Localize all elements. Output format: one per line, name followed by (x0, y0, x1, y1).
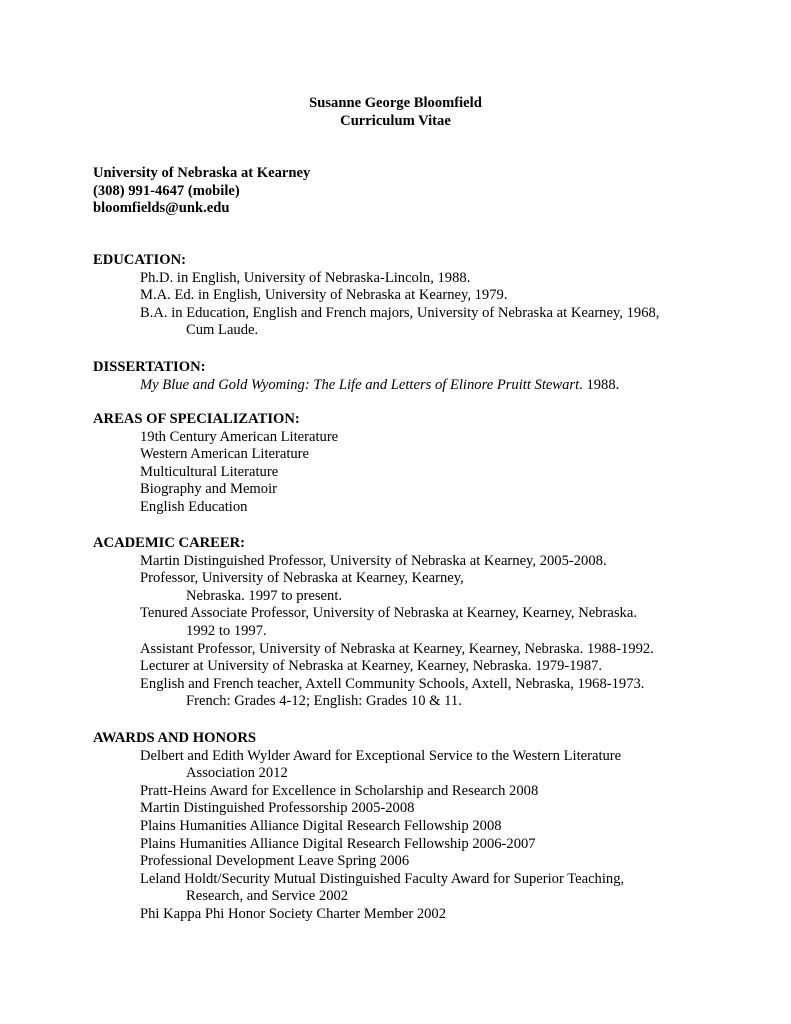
awards-section (93, 730, 703, 924)
document-title: Curriculum Vitae (340, 112, 451, 129)
career-section (93, 535, 703, 711)
award-item: Plains Humanities Alliance Digital Research Fellowship 2008 (140, 817, 502, 834)
specialization-heading: AREAS OF SPECIALIZATION: (93, 411, 300, 427)
specialization-item: 19th Century American Literature (140, 428, 339, 445)
education-heading: EDUCATION: (93, 252, 186, 268)
dissertation-entry (93, 377, 703, 395)
career-item: English and French teacher, Axtell Community Schools, Axtell, Nebraska, 1968-1973. (140, 675, 645, 692)
institution: University of Nebraska at Kearney (93, 165, 311, 181)
awards-heading: AWARDS AND HONORS (93, 730, 256, 746)
award-item: Leland Holdt/Security Mutual Distinguished Faculty Award for Superior Teaching, (140, 870, 625, 887)
specialization-item: Multicultural Literature (140, 463, 279, 480)
education-item: B.A. in Education, English and French majors, University of Nebraska at Kearney, 1968, (140, 304, 660, 321)
award-item: Phi Kappa Phi Honor Society Charter Member 2002 (140, 905, 447, 922)
award-item: Professional Development Leave Spring 2006 (140, 853, 410, 870)
education-item-continuation: Cum Laude. (186, 322, 259, 339)
email-address: bloomfields@unk.edu (93, 200, 230, 217)
award-item-continuation: Association 2012 (186, 765, 288, 782)
career-item: Martin Distinguished Professor, University of Nebraska at Kearney, 2005-2008. (140, 552, 607, 569)
cv-header (0, 95, 791, 130)
dissertation-section (93, 359, 703, 394)
career-item: Assistant Professor, University of Nebraska at Kearney, Kearney, Nebraska. 1988-1992. (140, 640, 654, 657)
dissertation-title: My Blue and Gold Wyoming: The Life and Letters of Elinore Pruitt Stewart (140, 376, 580, 393)
specialization-section (93, 411, 703, 517)
award-item: Pratt-Heins Award for Excellence in Scholarship and Research 2008 (140, 782, 539, 799)
education-item: M.A. Ed. in English, University of Nebraska at Kearney, 1979. (140, 287, 508, 304)
phone-number: (308) 991-4647 (mobile) (93, 182, 240, 199)
career-item: Professor, University of Nebraska at Kearney, Kearney, (140, 570, 464, 587)
specialization-item: English Education (140, 498, 248, 515)
career-item: Tenured Associate Professor, University of Nebraska at Kearney, Kearney, Nebraska. (140, 605, 637, 622)
award-item: Plains Humanities Alliance Digital Research Fellowship 2006-2007 (140, 835, 536, 852)
award-item-continuation: Research, and Service 2002 (186, 888, 349, 905)
specialization-item: Biography and Memoir (140, 481, 277, 498)
career-item-continuation: Nebraska. 1997 to present. (186, 587, 343, 604)
dissertation-heading: DISSERTATION: (93, 359, 206, 375)
career-heading: ACADEMIC CAREER: (93, 535, 246, 551)
education-section (93, 252, 703, 340)
career-item-continuation: French: Grades 4-12; English: Grades 10 & 11. (186, 693, 462, 710)
career-item: Lecturer at University of Nebraska at Kearney, Kearney, Nebraska. 1979-1987. (140, 658, 603, 675)
education-item: Ph.D. in English, University of Nebraska-Lincoln, 1988. (140, 269, 471, 286)
contact-block (93, 165, 310, 218)
dissertation-year: . 1988. (579, 376, 620, 393)
specialization-item: Western American Literature (140, 446, 310, 463)
award-item: Martin Distinguished Professorship 2005-2008 (140, 800, 415, 817)
author-name: Susanne George Bloomfield (309, 95, 482, 111)
award-item: Delbert and Edith Wylder Award for Exceptional Service to the Western Literature (140, 747, 622, 764)
career-item-continuation: 1992 to 1997. (186, 622, 267, 639)
